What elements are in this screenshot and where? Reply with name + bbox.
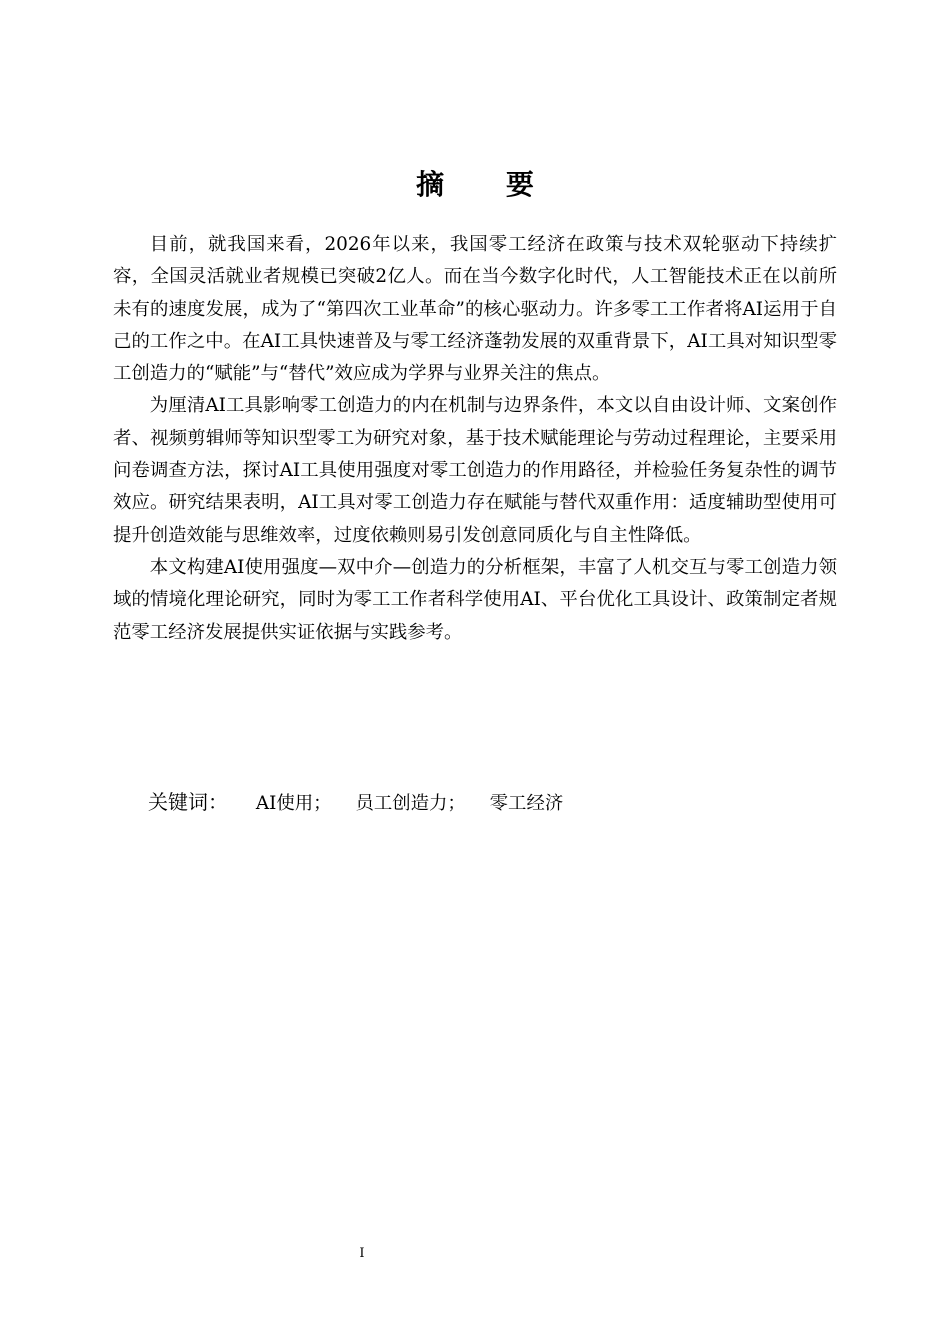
keyword-gig-economy: 零工经济 [489,793,564,814]
keyword-employee-creativity: 员工创造力； [355,793,466,814]
keywords-label: 关键词： [148,790,228,814]
abstract-title: 摘 要 [416,168,560,201]
page-number: I [359,1246,365,1261]
abstract-paragraph-1: 目前，就我国来看，2026年以来，我国零工经济在政策与技术双轮驱动下持续扩容，全国灵活就业者规模已突破2亿人。而在当今数字化时代，人工智能技术正在以前所未有的速度发展，成为了“第四次工业革命”的核心驱动力。许多零工工作者将AI运用于自己的工作之中。在AI工具快速普及与零工经济蓬勃发展的双重背景下，AI工具对知识型零工创造力的“赋能”与“替代”效应成为学界与业界关注的焦点。 [113,234,837,385]
keywords-line [148,786,563,820]
keyword-ai-use: AI使用； [255,793,332,814]
abstract-paragraph-3: 本文构建AI使用强度—双中介—创造力的分析框架，丰富了人机交互与零工创造力领域的情境化理论研究，同时为零工工作者科学使用AI、平台优化工具设计、政策制定者规范零工经济发展提供实证依据与实践参考。 [113,556,837,643]
abstract-paragraph-2: 为厘清AI工具影响零工创造力的内在机制与边界条件，本文以自由设计师、文案创作者、视频剪辑师等知识型零工为研究对象，基于技术赋能理论与劳动过程理论，主要采用问卷调查方法，探讨AI工具使用强度对零工创造力的作用路径，并检验任务复杂性的调节效应。研究结果表明，AI工具对零工创造力存在赋能与替代双重作用：适度辅助型使用可提升创造效能与思维效率，过度依赖则易引发创意同质化与自主性降低。 [113,395,837,546]
abstract-body [113,229,837,649]
